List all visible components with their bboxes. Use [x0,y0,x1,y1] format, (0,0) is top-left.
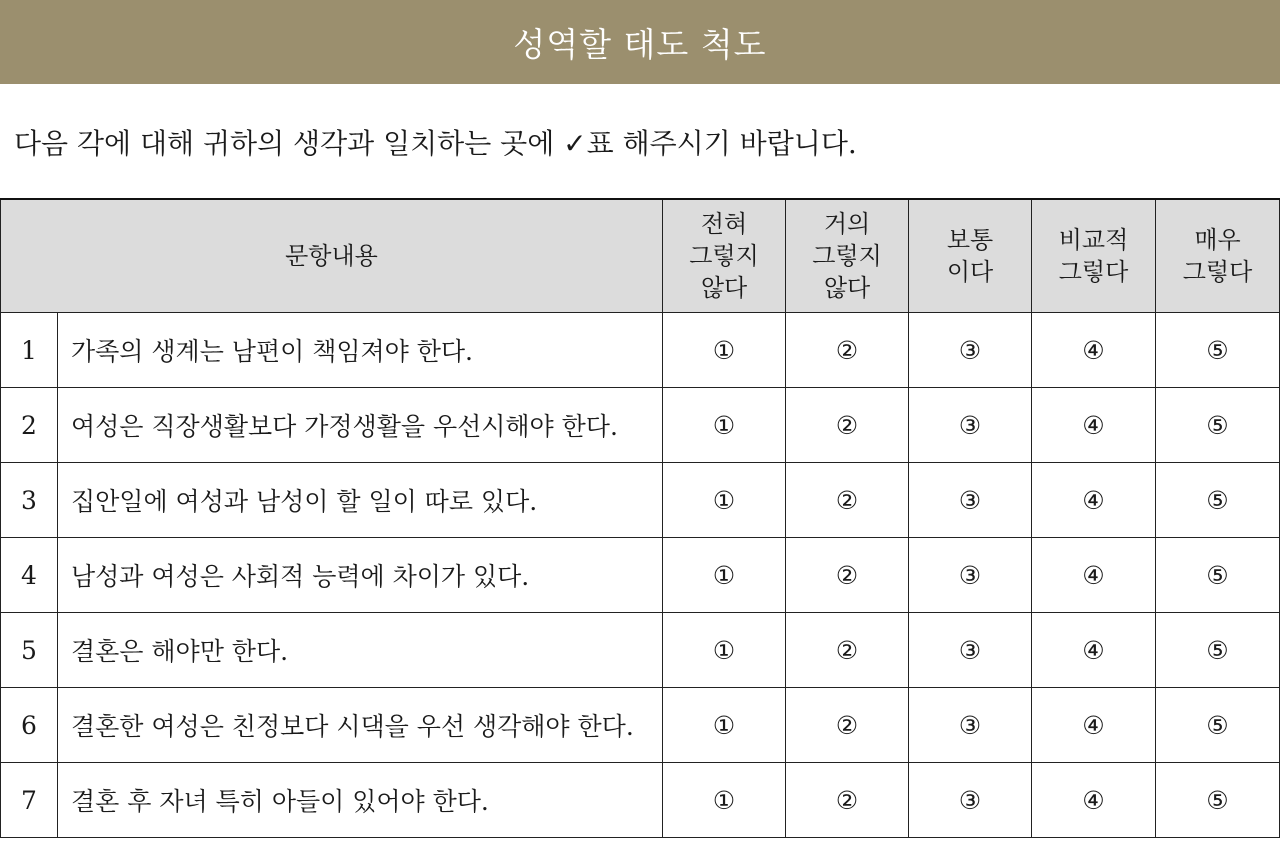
page-title: 성역할 태도 척도 [513,24,767,64]
option-cell-3[interactable] [909,313,1032,388]
option-cell-2[interactable] [786,763,909,838]
item-statement: 집안일에 여성과 남성이 할 일이 따로 있다. [58,463,663,538]
option-2-radio[interactable]: ② [835,560,859,590]
instruction-after: 표 해주시기 바랍니다. [586,127,857,160]
option-4-radio[interactable]: ④ [1082,485,1105,515]
check-mark-icon: ✓ [563,127,587,160]
item-statement: 결혼은 해야만 한다. [58,613,663,688]
instruction-text [14,122,857,162]
option-cell-3[interactable] [909,538,1032,613]
option-cell-5[interactable] [1156,763,1280,838]
item-statement: 결혼 후 자녀 특히 아들이 있어야 한다. [58,763,663,838]
option-4-radio[interactable]: ④ [1082,560,1105,590]
option-cell-1[interactable] [663,313,786,388]
option-2-radio[interactable]: ② [835,335,859,365]
table-row [1,463,1280,538]
header-option-4 [1032,199,1156,313]
option-3-radio[interactable]: ③ [958,335,982,365]
option-cell-5[interactable] [1156,613,1280,688]
header-option-1 [663,199,786,313]
option-4-radio[interactable]: ④ [1082,710,1105,740]
option-cell-4[interactable] [1032,688,1156,763]
title-bar [0,0,1280,84]
option-5-radio[interactable]: ⑤ [1206,785,1229,815]
header-option-2-line: 거의 [823,210,871,238]
option-cell-2[interactable] [786,463,909,538]
option-2-radio[interactable]: ② [835,635,859,665]
header-item-content: 문항내용 [1,199,663,313]
header-option-2-line: 그렇지 [812,242,882,270]
option-4-radio[interactable]: ④ [1082,785,1105,815]
option-2-radio[interactable]: ② [835,785,859,815]
option-cell-5[interactable] [1156,463,1280,538]
header-option-2-line: 않다 [823,274,871,302]
item-number: 6 [1,688,58,763]
option-cell-1[interactable] [663,688,786,763]
table-row [1,388,1280,463]
header-option-5 [1156,199,1280,313]
option-3-radio[interactable]: ③ [958,485,982,515]
option-1-radio[interactable]: ① [712,335,736,365]
option-cell-2[interactable] [786,688,909,763]
option-5-radio[interactable]: ⑤ [1206,560,1229,590]
table-row [1,313,1280,388]
item-number: 7 [1,763,58,838]
table-row [1,613,1280,688]
item-number: 2 [1,388,58,463]
option-3-radio[interactable]: ③ [958,785,982,815]
option-5-radio[interactable]: ⑤ [1206,635,1229,665]
option-cell-1[interactable] [663,763,786,838]
table-row [1,538,1280,613]
header-option-1-line: 않다 [700,274,748,302]
table-row [1,688,1280,763]
header-option-3-line: 이다 [946,258,994,286]
table-row [1,763,1280,838]
option-2-radio[interactable]: ② [835,710,859,740]
option-cell-4[interactable] [1032,613,1156,688]
option-cell-5[interactable] [1156,388,1280,463]
option-cell-3[interactable] [909,388,1032,463]
option-3-radio[interactable]: ③ [958,635,982,665]
header-option-2 [786,199,909,313]
option-cell-4[interactable] [1032,388,1156,463]
item-statement: 가족의 생계는 남편이 책임져야 한다. [58,313,663,388]
option-5-radio[interactable]: ⑤ [1206,485,1229,515]
item-statement: 남성과 여성은 사회적 능력에 차이가 있다. [58,538,663,613]
option-4-radio[interactable]: ④ [1082,410,1105,440]
header-option-5-line: 매우 [1194,226,1241,254]
item-statement: 여성은 직장생활보다 가정생활을 우선시해야 한다. [58,388,663,463]
header-row [1,199,1280,313]
attitude-scale-table [0,198,1280,838]
option-cell-1[interactable] [663,388,786,463]
item-number: 1 [1,313,58,388]
option-cell-1[interactable] [663,463,786,538]
option-cell-2[interactable] [786,538,909,613]
option-3-radio[interactable]: ③ [958,710,982,740]
instruction-before: 다음 각에 대해 귀하의 생각과 일치하는 곳에 [14,127,564,160]
header-option-1-line: 그렇지 [689,242,759,270]
option-1-radio[interactable]: ① [712,485,736,515]
option-4-radio[interactable]: ④ [1082,635,1105,665]
option-3-radio[interactable]: ③ [958,560,982,590]
option-cell-1[interactable] [663,538,786,613]
header-option-4-line: 비교적 [1058,226,1129,254]
option-5-radio[interactable]: ⑤ [1206,335,1229,365]
option-cell-2[interactable] [786,313,909,388]
option-cell-4[interactable] [1032,313,1156,388]
option-5-radio[interactable]: ⑤ [1206,710,1229,740]
option-cell-4[interactable] [1032,463,1156,538]
option-cell-4[interactable] [1032,763,1156,838]
option-1-radio[interactable]: ① [712,710,736,740]
header-option-4-line: 그렇다 [1058,258,1129,286]
option-cell-3[interactable] [909,463,1032,538]
header-option-3 [909,199,1032,313]
option-1-radio[interactable]: ① [712,560,736,590]
option-cell-3[interactable] [909,763,1032,838]
option-cell-1[interactable] [663,613,786,688]
option-cell-5[interactable] [1156,688,1280,763]
option-4-radio[interactable]: ④ [1082,335,1105,365]
option-cell-2[interactable] [786,613,909,688]
option-2-radio[interactable]: ② [835,485,859,515]
option-cell-3[interactable] [909,613,1032,688]
item-number: 4 [1,538,58,613]
option-1-radio[interactable]: ① [712,635,736,665]
option-1-radio[interactable]: ① [712,785,736,815]
header-option-3-line: 보통 [946,226,994,254]
item-statement: 결혼한 여성은 친정보다 시댁을 우선 생각해야 한다. [58,688,663,763]
option-2-radio[interactable]: ② [835,410,859,440]
header-option-5-line: 그렇다 [1182,258,1253,286]
option-cell-5[interactable] [1156,538,1280,613]
option-cell-3[interactable] [909,688,1032,763]
option-cell-4[interactable] [1032,538,1156,613]
option-cell-5[interactable] [1156,313,1280,388]
option-5-radio[interactable]: ⑤ [1206,410,1229,440]
option-3-radio[interactable]: ③ [958,410,982,440]
item-number: 5 [1,613,58,688]
header-option-1-line: 전혀 [700,210,748,238]
option-cell-2[interactable] [786,388,909,463]
option-1-radio[interactable]: ① [712,410,736,440]
item-number: 3 [1,463,58,538]
